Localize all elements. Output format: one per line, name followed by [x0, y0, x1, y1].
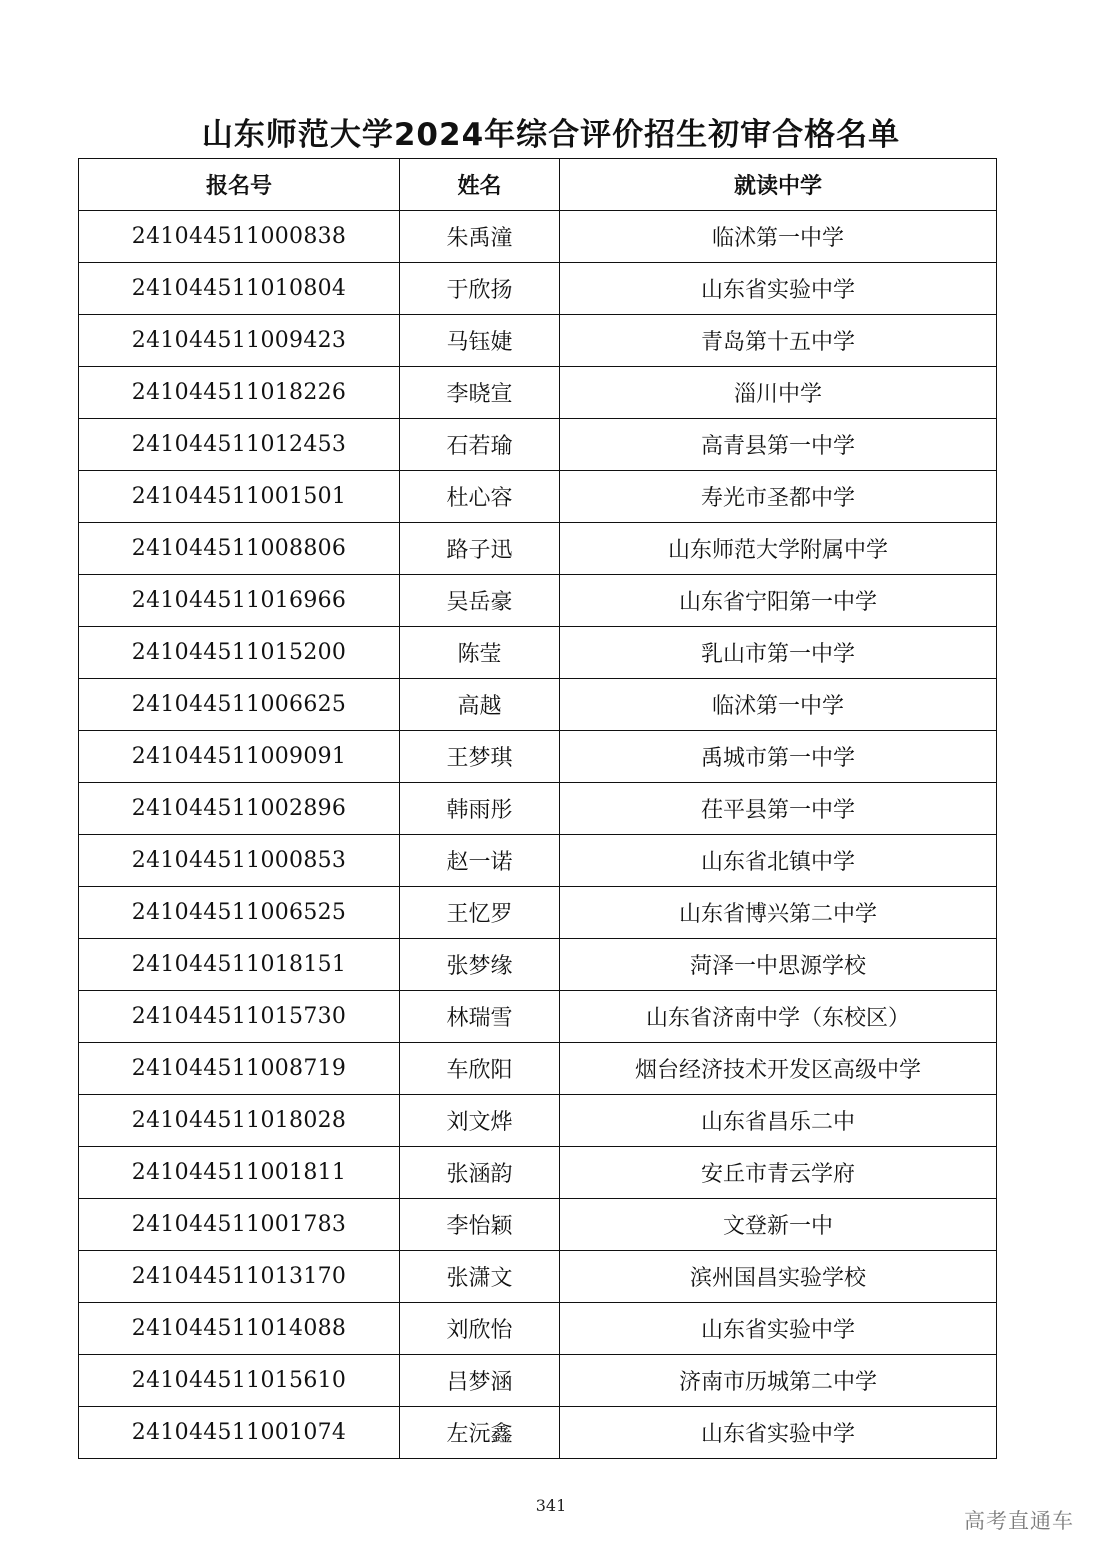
- registration-number-cell: 241044511018151: [79, 939, 400, 991]
- header-school: 就读中学: [560, 159, 997, 211]
- table-row: [79, 1355, 997, 1407]
- school-cell: 乳山市第一中学: [560, 627, 997, 679]
- school-cell: 高青县第一中学: [560, 419, 997, 471]
- table-row: [79, 263, 997, 315]
- table-row: [79, 835, 997, 887]
- page-number: 341: [535, 1496, 567, 1515]
- table-body: [79, 211, 997, 1459]
- student-name-cell: 朱禹潼: [400, 211, 560, 263]
- school-cell: 茌平县第一中学: [560, 783, 997, 835]
- table-row: [79, 211, 997, 263]
- school-cell: 山东省北镇中学: [560, 835, 997, 887]
- registration-number-cell: 241044511012453: [79, 419, 400, 471]
- header-name: 姓名: [400, 159, 560, 211]
- table-row: [79, 1147, 997, 1199]
- table-row: [79, 887, 997, 939]
- student-name-cell: 石若瑜: [400, 419, 560, 471]
- student-name-cell: 高越: [400, 679, 560, 731]
- student-name-cell: 杜心容: [400, 471, 560, 523]
- school-cell: 山东省实验中学: [560, 1407, 997, 1459]
- table-row: [79, 939, 997, 991]
- school-cell: 烟台经济技术开发区高级中学: [560, 1043, 997, 1095]
- registration-number-cell: 241044511000838: [79, 211, 400, 263]
- student-name-cell: 车欣阳: [400, 1043, 560, 1095]
- student-name-cell: 左沅鑫: [400, 1407, 560, 1459]
- registration-number-cell: 241044511001783: [79, 1199, 400, 1251]
- table-row: [79, 783, 997, 835]
- school-cell: 山东省实验中学: [560, 1303, 997, 1355]
- registration-number-cell: 241044511008719: [79, 1043, 400, 1095]
- student-name-cell: 马钰婕: [400, 315, 560, 367]
- school-cell: 山东省实验中学: [560, 263, 997, 315]
- registration-number-cell: 241044511001501: [79, 471, 400, 523]
- table-row: [79, 627, 997, 679]
- school-cell: 文登新一中: [560, 1199, 997, 1251]
- school-cell: 青岛第十五中学: [560, 315, 997, 367]
- student-name-cell: 王忆罗: [400, 887, 560, 939]
- header-registration-number: 报名号: [79, 159, 400, 211]
- table-row: [79, 1095, 997, 1147]
- watermark: 高考直通车: [964, 1509, 1074, 1533]
- table-row: [79, 315, 997, 367]
- table-header-row: [79, 159, 997, 211]
- registration-number-cell: 241044511006625: [79, 679, 400, 731]
- registration-number-cell: 241044511018226: [79, 367, 400, 419]
- registration-number-cell: 241044511014088: [79, 1303, 400, 1355]
- student-name-cell: 于欣扬: [400, 263, 560, 315]
- school-cell: 山东省昌乐二中: [560, 1095, 997, 1147]
- school-cell: 山东省济南中学（东校区）: [560, 991, 997, 1043]
- table-row: [79, 523, 997, 575]
- registration-number-cell: 241044511015730: [79, 991, 400, 1043]
- student-name-cell: 刘欣怡: [400, 1303, 560, 1355]
- table-row: [79, 1251, 997, 1303]
- table-row: [79, 1303, 997, 1355]
- school-cell: 安丘市青云学府: [560, 1147, 997, 1199]
- registration-number-cell: 241044511018028: [79, 1095, 400, 1147]
- table-row: [79, 1407, 997, 1459]
- school-cell: 山东省宁阳第一中学: [560, 575, 997, 627]
- registration-number-cell: 241044511009091: [79, 731, 400, 783]
- registration-number-cell: 241044511016966: [79, 575, 400, 627]
- school-cell: 菏泽一中思源学校: [560, 939, 997, 991]
- registration-number-cell: 241044511001074: [79, 1407, 400, 1459]
- table-row: [79, 367, 997, 419]
- school-cell: 山东省博兴第二中学: [560, 887, 997, 939]
- student-name-cell: 赵一诺: [400, 835, 560, 887]
- registration-number-cell: 241044511010804: [79, 263, 400, 315]
- registration-number-cell: 241044511006525: [79, 887, 400, 939]
- student-name-cell: 吴岳豪: [400, 575, 560, 627]
- student-name-cell: 吕梦涵: [400, 1355, 560, 1407]
- table-row: [79, 575, 997, 627]
- table-row: [79, 471, 997, 523]
- student-name-cell: 陈莹: [400, 627, 560, 679]
- table-row: [79, 1043, 997, 1095]
- student-name-cell: 李晓宣: [400, 367, 560, 419]
- student-name-cell: 林瑞雪: [400, 991, 560, 1043]
- registration-number-cell: 241044511015200: [79, 627, 400, 679]
- student-name-cell: 张梦缘: [400, 939, 560, 991]
- school-cell: 济南市历城第二中学: [560, 1355, 997, 1407]
- school-cell: 滨州国昌实验学校: [560, 1251, 997, 1303]
- table-row: [79, 419, 997, 471]
- table-row: [79, 731, 997, 783]
- school-cell: 山东师范大学附属中学: [560, 523, 997, 575]
- student-name-cell: 李怡颖: [400, 1199, 560, 1251]
- table-row: [79, 1199, 997, 1251]
- admission-list-table: [78, 158, 997, 1459]
- student-name-cell: 张涵韵: [400, 1147, 560, 1199]
- student-name-cell: 张潇文: [400, 1251, 560, 1303]
- student-name-cell: 韩雨彤: [400, 783, 560, 835]
- student-name-cell: 王梦琪: [400, 731, 560, 783]
- registration-number-cell: 241044511008806: [79, 523, 400, 575]
- registration-number-cell: 241044511015610: [79, 1355, 400, 1407]
- school-cell: 临沭第一中学: [560, 211, 997, 263]
- document-title: 山东师范大学2024年综合评价招生初审合格名单: [201, 117, 901, 153]
- table-row: [79, 991, 997, 1043]
- registration-number-cell: 241044511013170: [79, 1251, 400, 1303]
- school-cell: 淄川中学: [560, 367, 997, 419]
- student-name-cell: 路子迅: [400, 523, 560, 575]
- registration-number-cell: 241044511001811: [79, 1147, 400, 1199]
- registration-number-cell: 241044511002896: [79, 783, 400, 835]
- school-cell: 临沭第一中学: [560, 679, 997, 731]
- registration-number-cell: 241044511000853: [79, 835, 400, 887]
- school-cell: 禹城市第一中学: [560, 731, 997, 783]
- student-name-cell: 刘文烨: [400, 1095, 560, 1147]
- table-row: [79, 679, 997, 731]
- registration-number-cell: 241044511009423: [79, 315, 400, 367]
- school-cell: 寿光市圣都中学: [560, 471, 997, 523]
